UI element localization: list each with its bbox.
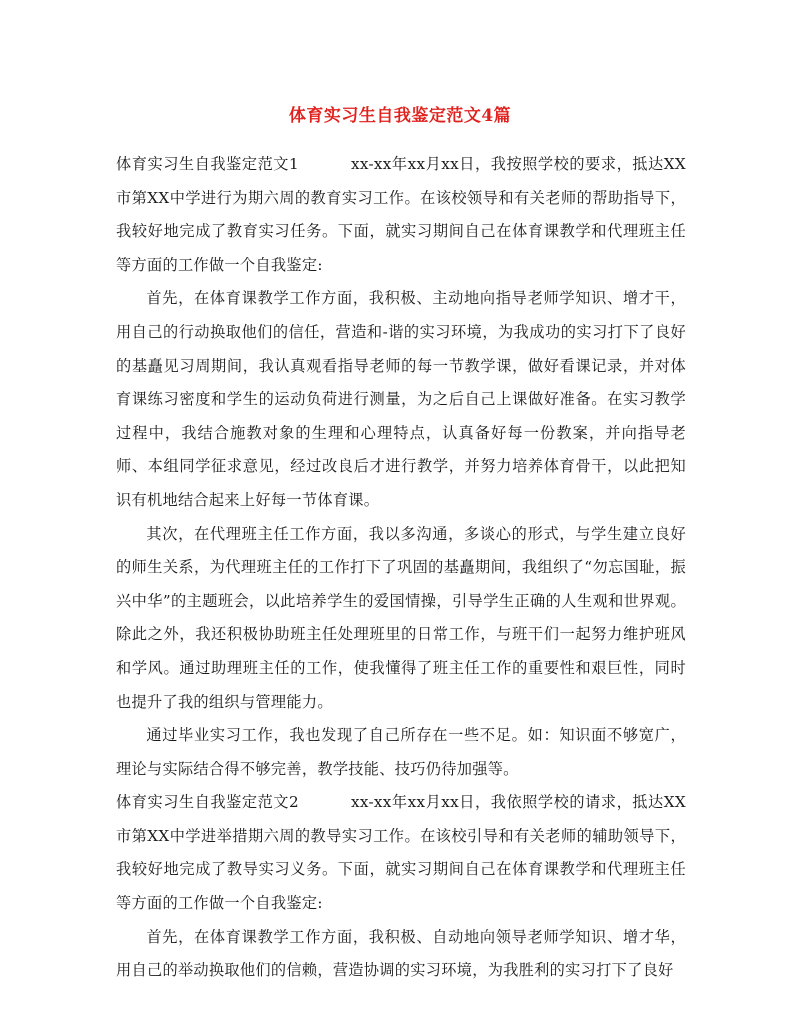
section-1-heading: 体育实习生自我鉴定范文1 [116,155,299,173]
section-2-paragraph-1: 首先，在体育课教学工作方面，我积极、自动地向领导老师学知识、增才华，用自己的举动换取他们的信赖，营造协调的实习环境，为我胜利的实习打下了良好 [116,927,686,980]
section-1-intro [116,148,686,282]
section-2-heading: 体育实习生自我鉴定范文2 [116,793,299,812]
section-1-paragraph-3: 通过毕业实习工作，我也发现了自己所存在一些不足。如：知识面不够宽广，理论与实际结合得不够完善，教学技能、技巧仍待加强等。 [116,726,686,778]
section-1-intro-text: xx-xx年xx月xx日，我按照学校的要求，抵达XX市第XX中学进行为期六周的教育实习工作。在该校领导和有关老师的帮助指导下，我较好地完成了教育实习任务。下面，就实习期间自己在体育课教学和代理班主任等方面的工作做一个自我鉴定: [116,155,686,274]
section-2-intro [116,786,686,920]
section-2-intro-text: xx-xx年xx月xx日，我依照学校的请求，抵达XX市第XX中学进举措期六周的教导实习工作。在该校引导和有关老师的辅助领导下，我较好地完成了教导实习义务。下面，就实习期间自己在体育课教学和代理班主任等方面的工作做一个自我鉴定: [116,793,686,913]
document-title: 体育实习生自我鉴定范文4篇 [288,106,512,126]
section-1-paragraph-2: 其次，在代理班主任工作方面，我以多沟通，多谈心的形式，与学生建立良好的师生关系，为代理班主任的工作打下了巩固的基矗期间，我组织了“勿忘国耻，振兴中华”的主题班会，以此培养学生的爱国情操，引导学生正确的人生观和世界观。除此之外，我还积极协助班主任处理班里的日常工作，与班干们一起努力维护班风和学风。通过助理班主任的工作，使我懂得了班主任工作的重要性和艰巨性，同时也提升了我的组织与管理能力。 [116,524,686,711]
section-1-paragraph-1: 首先，在体育课教学工作方面，我积极、主动地向指导老师学知识、增才干，用自己的行动换取他们的信任，营造和-谐的实习环境，为我成功的实习打下了良好的基矗见习周期间，我认真观看指导老师的每一节教学课，做好看课记录，并对体育课练习密度和学生的运动负荷进行测量，为之后自己上课做好准备。在实习教学过程中，我结合施教对象的生理和心理特点，认真备好每一份教案，并向指导老师、本组同学征求意见，经过改良后才进行教学，并努力培养体育骨干，以此把知识有机地结合起来上好每一节体育课。 [116,289,686,509]
document-body [116,148,686,988]
